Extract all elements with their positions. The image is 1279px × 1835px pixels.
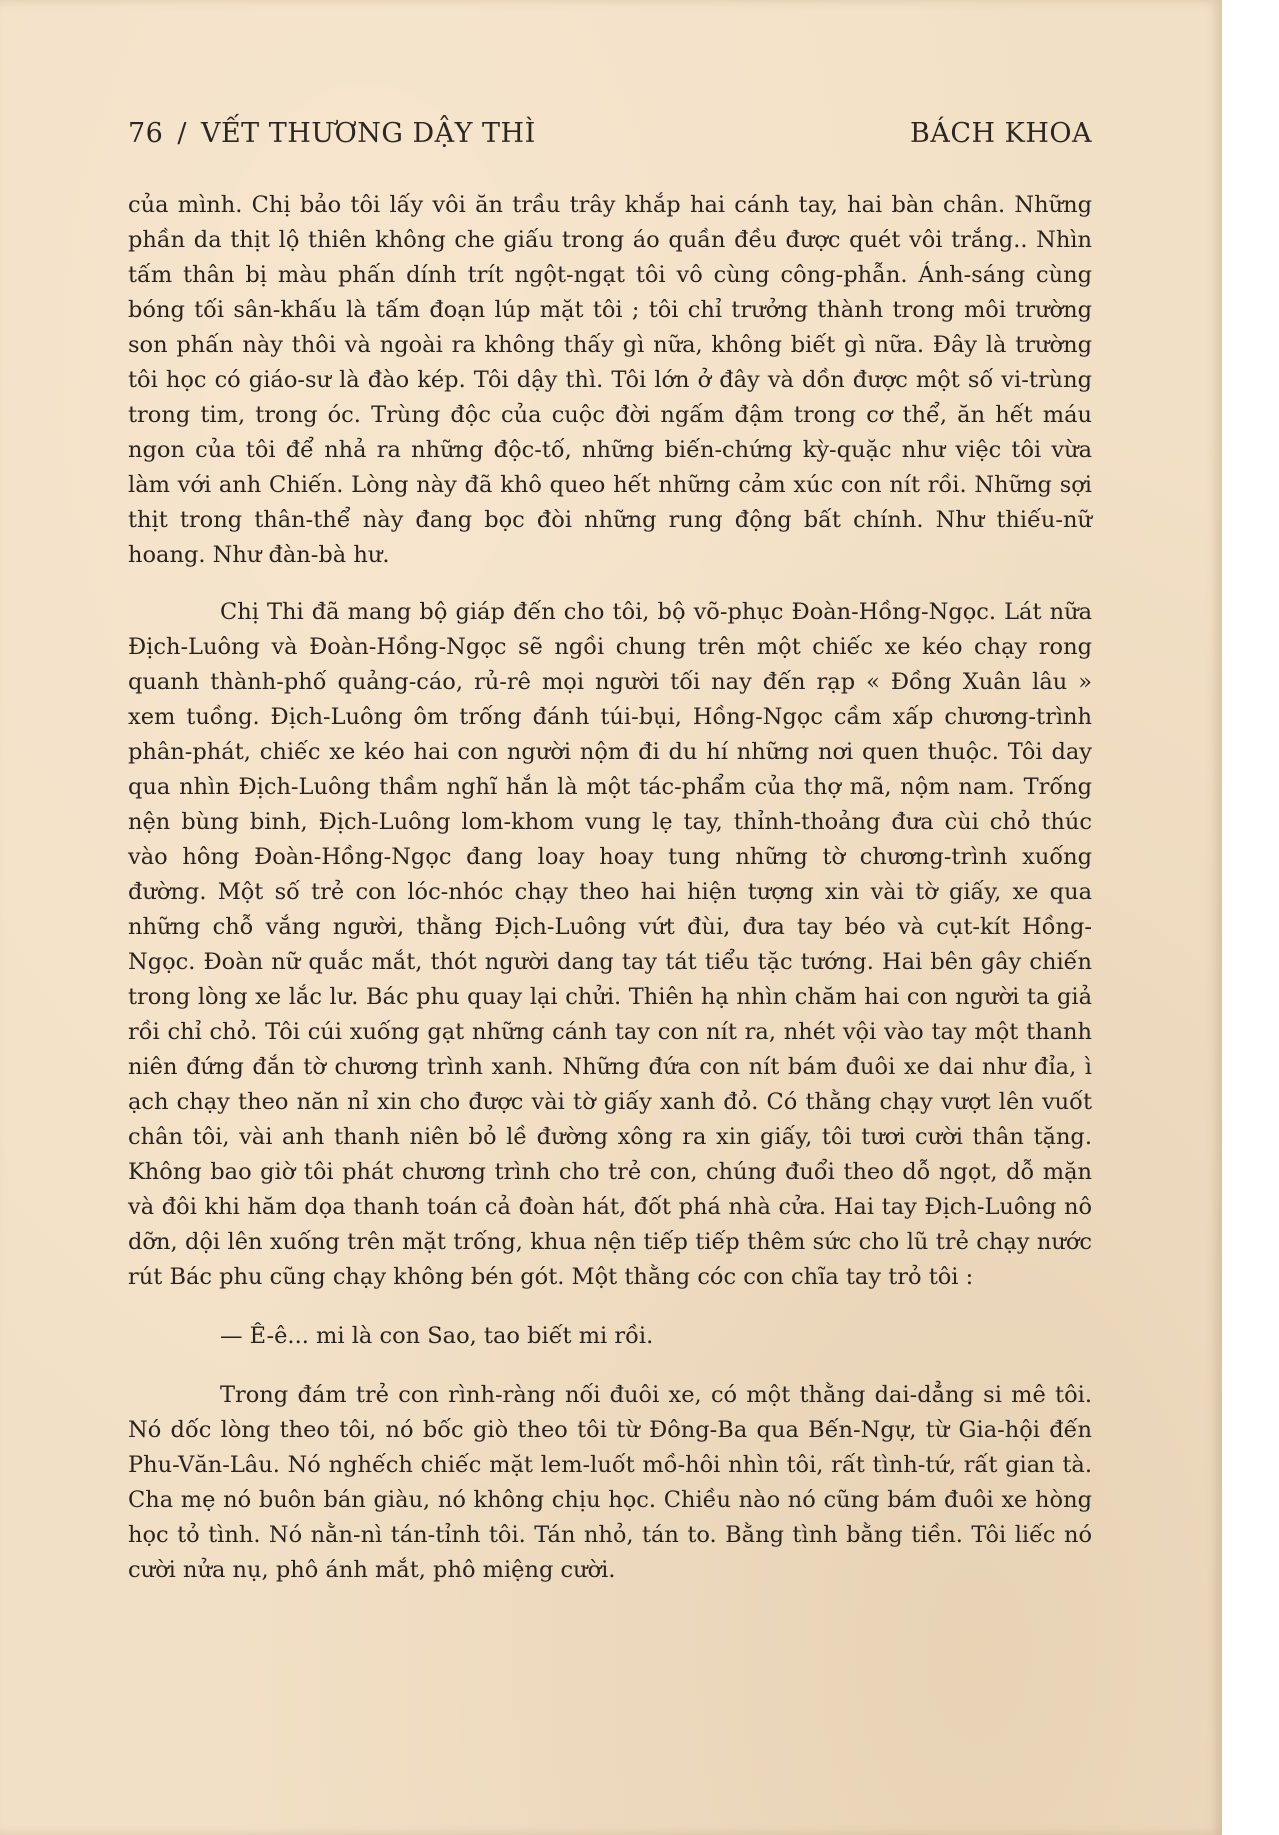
- paragraph-1: của mình. Chị bảo tôi lấy vôi ăn trầu trây khắp hai cánh tay, hai bàn chân. Những phần da thịt lộ thiên không che giấu trong áo quần đều được quét vôi trắng.. Nhìn tấm thân bị màu phấn dính trít ngột-ngạt tôi vô cùng công-phẫn. Ánh-sáng cùng bóng tối sân-khấu là tấm đoạn lúp mặt tôi ; tôi chỉ trưởng thành trong môi trường son phấn này thôi và ngoài ra không thấy gì nữa, không biết gì nữa. Đây là trường tôi học có giáo-sư là đào kép. Tôi dậy thì. Tôi lớn ở đây và dồn được một số vi-trùng trong tim, trong óc. Trùng độc của cuộc đời ngấm đậm trong cơ thể, ăn hết máu ngon của tôi để nhả ra những độc-tố, những biến-chứng kỳ-quặc như việc tôi vừa làm với anh Chiến. Lòng này đã khô queo hết những cảm xúc con nít rồi. Những sợi thịt trong thân-thể này đang bọc đòi những rung động bất chính. Như thiếu-nữ hoang. Như đàn-bà hư.: [128, 192, 1092, 568]
- magazine-name: BÁCH KHOA: [910, 118, 1092, 149]
- page-number: 76: [128, 118, 164, 149]
- paragraph-3: Trong đám trẻ con rình-ràng nối đuôi xe, có một thằng dai-dẳng si mê tôi. Nó dốc lòng theo tôi, nó bốc giò theo tôi từ Đông-Ba qua Bến-Ngự, từ Gia-hội đến Phu-Văn-Lâu. Nó nghếch chiếc mặt lem-luốt mồ-hôi nhìn tôi, rất tình-tứ, rất gian tà. Cha mẹ nó buôn bán giàu, nó không chịu học. Chiều nào nó cũng bám đuôi xe hòng học tỏ tình. Nó nằn-nì tán-tỉnh tôi. Tán nhỏ, tán to. Bằng tình bằng tiền. Tôi liếc nó cười nửa nụ, phô ánh mắt, phô miệng cười.: [128, 1382, 1092, 1583]
- chapter-title: VẾT THƯƠNG DẬY THÌ: [200, 118, 536, 149]
- header-separator: /: [177, 118, 187, 149]
- running-header: [128, 118, 1092, 158]
- paragraph-2: Chị Thi đã mang bộ giáp đến cho tôi, bộ võ-phục Đoàn-Hồng-Ngọc. Lát nữa Địch-Luông và Đoàn-Hồng-Ngọc sẽ ngồi chung trên một chiếc xe kéo chạy rong quanh thành-phố quảng-cáo, rủ-rê mọi người tối nay đến rạp « Đồng Xuân lâu » xem tuồng. Địch-Luông ôm trống đánh túi-bụi, Hồng-Ngọc cầm xấp chương-trình phân-phát, chiếc xe kéo hai con người nộm đi du hí những nơi quen thuộc. Tôi day qua nhìn Địch-Luông thầm nghĩ hắn là một tác-phẩm của thợ mã, nộm nam. Trống nện bùng binh, Địch-Luông lom-khom vung lẹ tay, thỉnh-thoảng đưa cùi chỏ thúc vào hông Đoàn-Hồng-Ngọc đang loay hoay tung những tờ chương-trình xuống đường. Một số trẻ con lóc-nhóc chạy theo hai hiện tượng xin vài tờ giấy, xe qua những chỗ vắng người, thằng Địch-Luông vứt đùi, đưa tay béo và cụt-kít Hồng-Ngọc. Đoàn nữ quắc mắt, thót người dang tay tát tiểu tặc tướng. Hai bên gây chiến trong lòng xe lắc lư. Bác phu quay lại chửi. Thiên hạ nhìn chăm hai con người ta giả rồi chỉ chỏ. Tôi cúi xuống gạt những cánh tay con nít ra, nhét vội vào tay một thanh niên đứng đắn tờ chương trình xanh. Những đứa con nít bám đuôi xe dai như đỉa, ì ạch chạy theo năn nỉ xin cho được vài tờ giấy xanh đỏ. Có thằng chạy vượt lên vuốt chân tôi, vài anh thanh niên bỏ lề đường xông ra xin giấy, tôi tươi cười thân tặng. Không bao giờ tôi phát chương trình cho trẻ con, chúng đuổi theo dỗ ngọt, dỗ mặn và đôi khi hăm dọa thanh toán cả đoàn hát, đốt phá nhà cửa. Hai tay Địch-Luông nô dỡn, dội lên xuống trên mặt trống, khua nện tiếp tiếp thêm sức cho lũ trẻ chạy nước rút Bác phu cũng chạy không bén gót. Một thằng cóc con chĩa tay trỏ tôi :: [128, 599, 1092, 1290]
- header-left: [128, 118, 536, 149]
- dialogue-line: — Ê-ê... mi là con Sao, tao biết mi rồi.: [220, 1323, 654, 1349]
- page-body: [128, 188, 1092, 1588]
